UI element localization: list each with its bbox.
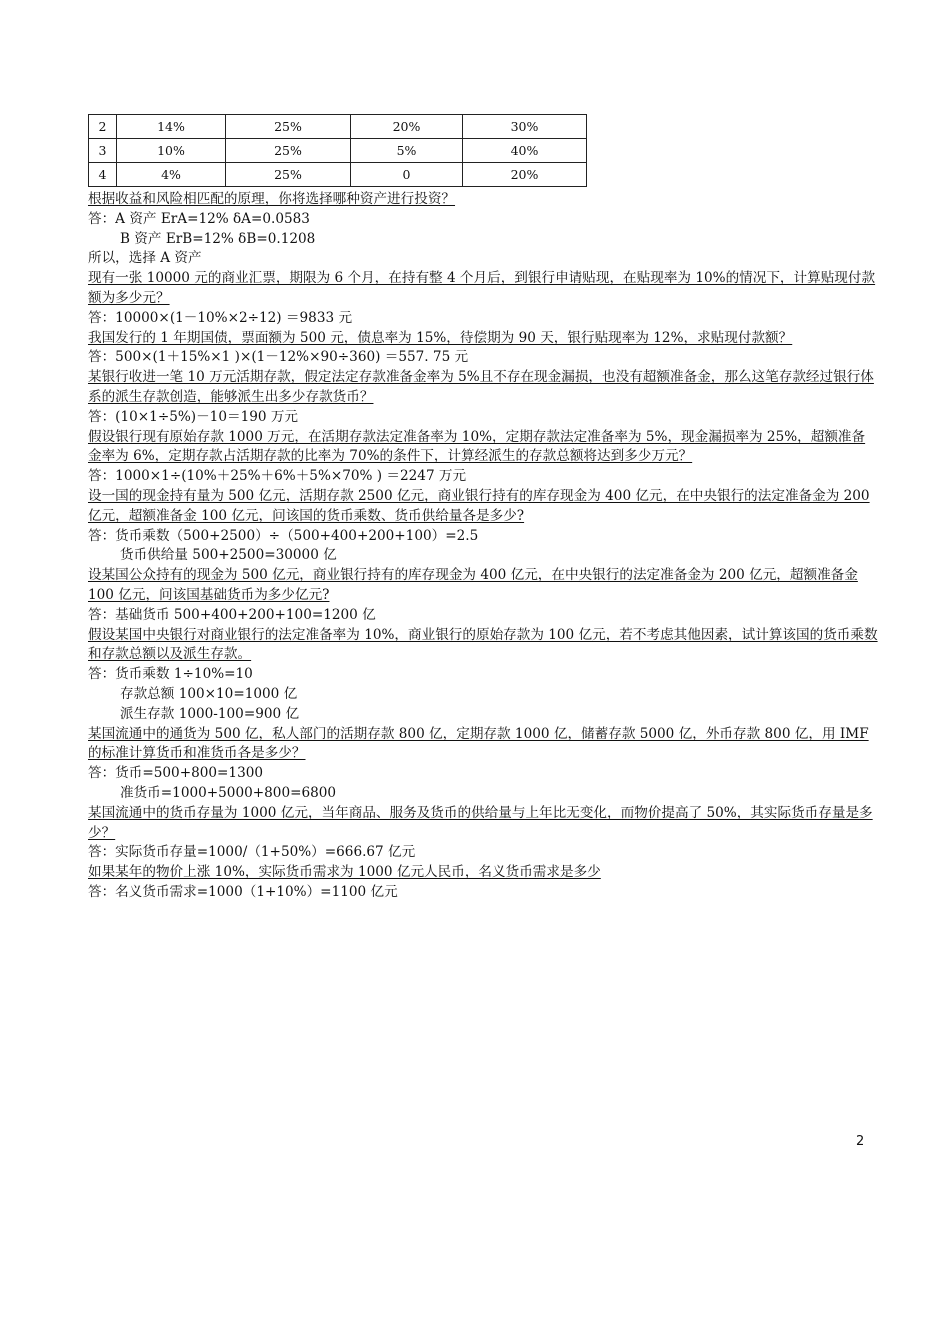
qa-content	[88, 190, 878, 903]
question-text: 设某国公众持有的现金为 500 亿元，商业银行持有的库存现金为 400 亿元，在中央银行的法定准备金为 200 亿元，超额准备金 100 亿元，问该国基础货币为多少亿元?	[88, 567, 858, 603]
answer-continuation: 准货币=1000+5000+800=6800	[120, 784, 337, 801]
question-text: 现有一张 10000 元的商业汇票，期限为 6 个月，在持有整 4 个月后，到银行申请贴现，在贴现率为 10%的情况下，计算贴现付款额为多少元？	[88, 270, 876, 306]
table-cell: 20%	[351, 115, 463, 139]
table-cell: 25%	[226, 139, 351, 163]
table-cell: 40%	[463, 139, 587, 163]
answer-text: 答：货币乘数（500+2500）÷（500+400+200+100）=2.5	[88, 527, 479, 544]
answer-continuation: 存款总额 100×10=1000 亿	[120, 685, 298, 702]
table-cell: 25%	[226, 115, 351, 139]
table-row	[89, 115, 587, 139]
table-cell: 0	[351, 163, 463, 187]
answer-continuation: 货币供给量 500+2500=30000 亿	[120, 547, 337, 564]
table-cell: 4	[89, 163, 117, 187]
question-text: 我国发行的 1 年期国债，票面额为 500 元，债息率为 15%，待偿期为 90 天，银行贴现率为 12%，求贴现付款额？	[88, 329, 793, 346]
answer-text: 答：实际货币存量=1000/（1+50%）=666.67 亿元	[88, 844, 416, 861]
question-text: 某银行收进一笔 10 万元活期存款，假定法定存款准备金率为 5%且不存在现金漏损，也没有超额准备金，那么这笔存款经过银行体系的派生存款创造，能够派生出多少存款货币？	[88, 369, 874, 405]
question-text: 假设某国中央银行对商业银行的法定准备率为 10%，商业银行的原始存款为 100 亿元，若不考虑其他因素，试计算该国的货币乘数和存款总额以及派生存款。	[88, 626, 878, 663]
answer-text: 答：A 资产 ErA=12% δA=0.0583	[88, 210, 310, 227]
table-cell: 10%	[117, 139, 226, 163]
asset-table	[88, 114, 587, 187]
answer-text: 答：500×(1＋15%×1 )×(1－12%×90÷360) ＝557. 75 元	[88, 349, 469, 366]
question-text: 设一国的现金持有量为 500 亿元，活期存款 2500 亿元，商业银行持有的库存现金为 400 亿元，在中央银行的法定准备金为 200 亿元，超额准备金 100 亿元，问该国的货币乘数、货币供给量各是多少?	[88, 487, 870, 524]
answer-text: 答：基础货币 500+400+200+100=1200 亿	[88, 606, 376, 623]
table-row	[89, 139, 587, 163]
answer-text: 答：货币乘数 1÷10%=10	[88, 666, 253, 683]
table-row	[89, 163, 587, 187]
table-cell: 30%	[463, 115, 587, 139]
question-text: 如果某年的物价上涨 10%，实际货币需求为 1000 亿元人民币，名义货币需求是多少	[88, 864, 601, 881]
table-cell: 20%	[463, 163, 587, 187]
table-cell: 14%	[117, 115, 226, 139]
answer-text: 所以，选择 A 资产	[88, 250, 202, 267]
answer-continuation: B 资产 ErB=12% δB=0.1208	[120, 230, 316, 247]
table-cell: 3	[89, 139, 117, 163]
page-number: 2	[856, 1134, 865, 1149]
table-cell: 25%	[226, 163, 351, 187]
table-cell: 2	[89, 115, 117, 139]
question-text: 某国流通中的货币存量为 1000 亿元，当年商品、服务及货币的供给量与上年比无变化，而物价提高了 50%，其实际货币存量是多少？	[88, 804, 873, 841]
table-cell: 4%	[117, 163, 226, 187]
answer-text: 答：(10×1÷5%)－10＝190 万元	[88, 408, 299, 425]
answer-text: 答：10000×(1－10%×2÷12) ＝9833 元	[88, 309, 353, 326]
answer-text: 答：1000×1÷(10%＋25%＋6%＋5%×70% ) ＝2247 万元	[88, 468, 467, 485]
table-cell: 5%	[351, 139, 463, 163]
answer-text: 答：货币=500+800=1300	[88, 765, 264, 782]
question-text: 假设银行现有原始存款 1000 万元，在活期存款法定准备率为 10%，定期存款法定准备率为 5%，现金漏损率为 25%，超额准备金率为 6%，定期存款占活期存款的比率为 70%的条件下，计算经派生的存款总额将达到多少万元？	[88, 428, 866, 465]
answer-continuation: 派生存款 1000-100=900 亿	[120, 705, 300, 722]
question-text: 根据收益和风险相匹配的原理，你将选择哪种资产进行投资？	[88, 191, 456, 207]
question-text: 某国流通中的通货为 500 亿，私人部门的活期存款 800 亿，定期存款 1000 亿，储蓄存款 5000 亿，外币存款 800 亿，用 IMF 的标准计算货币和准货币各是多少？	[88, 725, 869, 762]
answer-text: 答：名义货币需求=1000（1+10%）=1100 亿元	[88, 883, 398, 900]
